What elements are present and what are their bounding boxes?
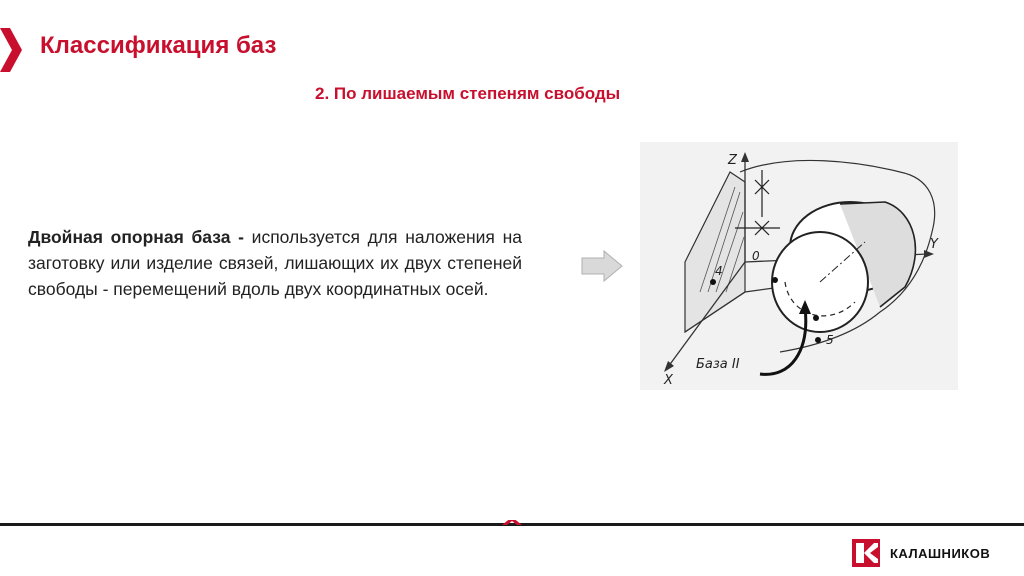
support-point-4 [710, 279, 716, 285]
brand-name: КАЛАШНИКОВ [890, 545, 991, 561]
support-point-upper [813, 315, 819, 321]
kalashnikov-logo-icon [852, 539, 880, 567]
double-support-base-diagram [640, 142, 958, 390]
point-4-label: 4 [715, 264, 723, 278]
slide-title: Классификация баз [40, 32, 277, 59]
footer-divider [0, 520, 1024, 530]
base-ii-label: База II [696, 357, 740, 372]
axis-y-label: Y [930, 237, 938, 252]
point-5-label: 5 [826, 333, 834, 347]
brand-block [852, 538, 990, 568]
axis-x-label: X [664, 373, 673, 388]
term-definition: используется для наложения на заготовку или изделие связей, лишающих их двух степеней свободы - перемещений вдоль двух координатных осей. [28, 227, 523, 299]
support-point-5 [815, 337, 821, 343]
support-point-face [772, 277, 778, 283]
body-paragraph [28, 224, 522, 302]
term-label: Двойная опорная база - [28, 227, 244, 247]
red-chevron-mark [0, 28, 22, 72]
axis-z-label: Z [728, 153, 737, 168]
origin-label: 0 [752, 249, 760, 263]
slide-subtitle: 2. По лишаемым степеням свободы [315, 84, 621, 103]
right-arrow-icon [580, 249, 624, 283]
